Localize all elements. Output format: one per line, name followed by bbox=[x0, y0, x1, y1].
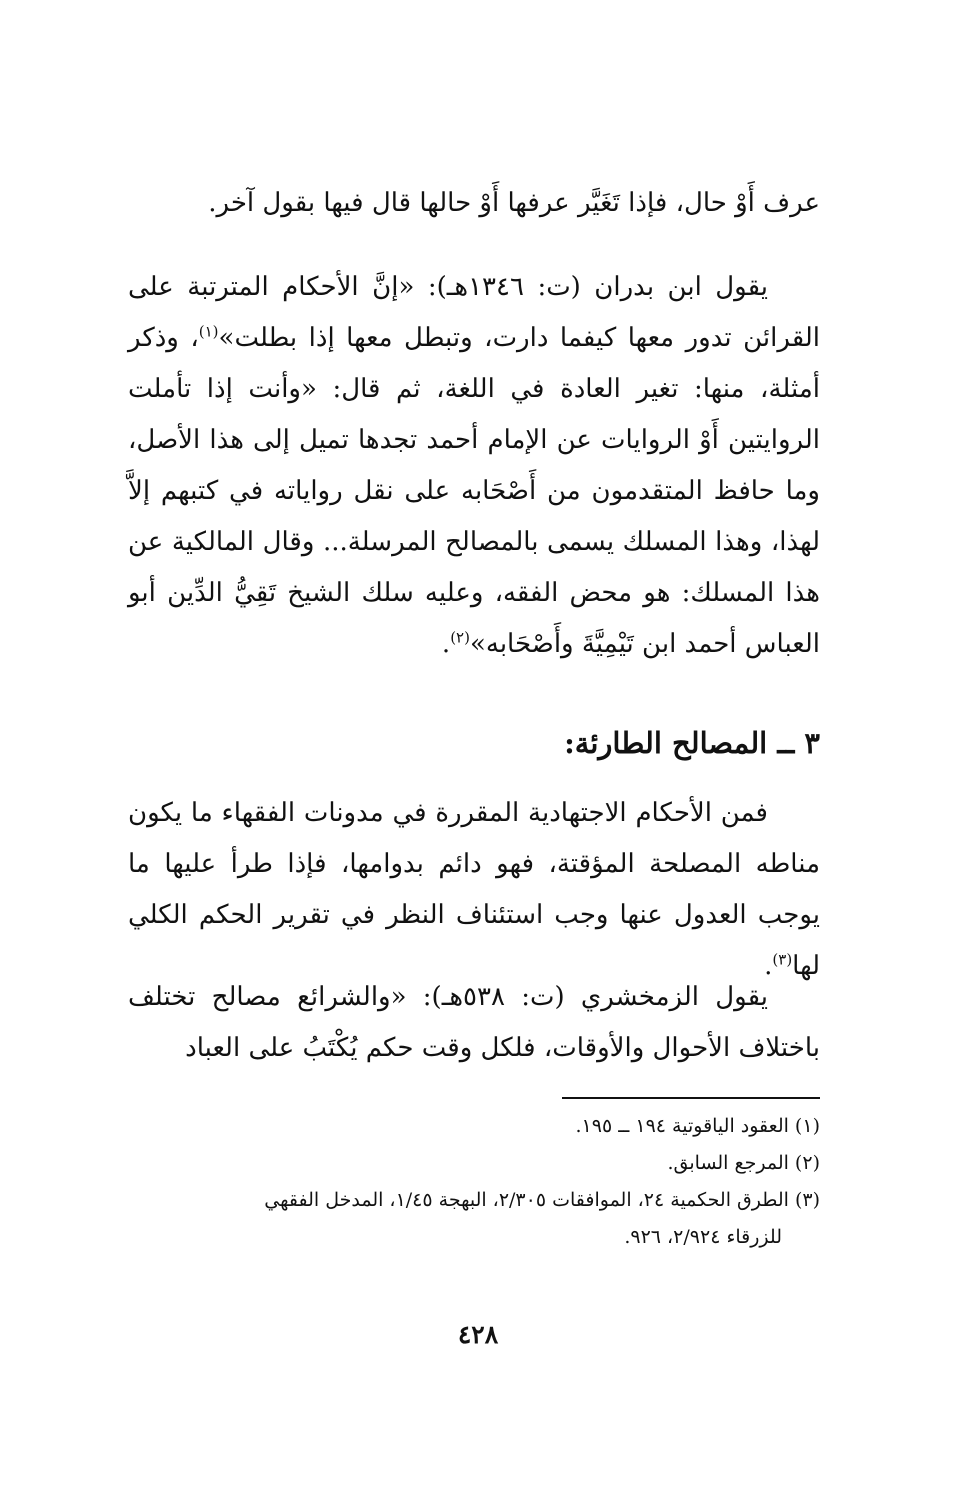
paragraph-top bbox=[128, 178, 820, 229]
footnote-ref-3[interactable]: (٣) bbox=[772, 950, 793, 969]
paragraph-top-text: عرف أَوْ حال، فإذا تَغَيَّر عرفها أَوْ حالها قال فيها بقول آخر. bbox=[208, 188, 820, 218]
footnote-1: (١) العقود الياقوتية ١٩٤ ــ ١٩٥. bbox=[575, 1115, 820, 1137]
page-number: ٤٢٨ bbox=[457, 1320, 499, 1349]
paragraph-fiqh-end: . bbox=[764, 951, 773, 981]
footnote-divider bbox=[562, 1097, 820, 1099]
paragraph-fiqh bbox=[128, 788, 820, 992]
footnote-ref-2[interactable]: (٢) bbox=[450, 628, 470, 647]
paragraph-zamakhshari bbox=[128, 972, 820, 1074]
footnotes bbox=[128, 1108, 820, 1256]
footnote-3: (٣) الطرق الحكمية ٢٤، الموافقات ٢/٣٠٥، البهجة ١/٤٥، المدخل الفقهي bbox=[264, 1189, 820, 1211]
paragraph-fiqh-text: فمن الأحكام الاجتهادية المقررة في مدونات الفقهاء ما يكون مناطه المصلحة المؤقتة، فهو دائم بدوامها، فإذا طرأ عليها ما يوجب العدول عنها وجب استئناف النظر في تقرير الحكم الكلي لها bbox=[128, 798, 820, 981]
paragraph-badran-text: يقول ابن بدران (ت: ١٣٤٦هـ): «إنَّ الأحكام المترتبة على القرائن تدور معها كيفما دارت، وتبطل معها إذا بطلت» bbox=[128, 272, 820, 353]
paragraph-badran-end: . bbox=[441, 629, 451, 659]
footnote-2: (٢) المرجع السابق. bbox=[667, 1152, 820, 1174]
footnote-3-continuation: للزرقاء ٢/٩٢٤، ٩٢٦. bbox=[624, 1226, 782, 1248]
paragraph-badran-text-2: ، وذكر أمثلة، منها: تغير العادة في اللغة، ثم قال: «وأنت إذا تأملت الروايتين أَوْ الروايات عن الإمام أحمد تجدها تميل إلى هذا الأصل، وما حافظ المتقدمون من أَصْحَابه على نقل رواياته في كتبهم إلاَّ لهذا، وهذا المسلك يسمى بالمصالح المرسلة... وقال المالكية عن هذا المسلك: هو محض الفقه، وعليه سلك الشيخ تَقِيُّ الدِّين أبو العباس أحمد ابن تَيْمِيَّةَ وأَصْحَابه» bbox=[128, 323, 820, 659]
section-heading: ٣ ــ المصالح الطارئة: bbox=[564, 726, 820, 760]
footnote-ref-1[interactable]: (١) bbox=[198, 322, 219, 341]
paragraph-badran bbox=[128, 262, 820, 670]
paragraph-zamakhshari-text: يقول الزمخشري (ت: ٥٣٨هـ): «والشرائع مصالح تختلف باختلاف الأحوال والأوقات، فلكل وقت حكم يُكْتَبُ على العباد bbox=[128, 982, 820, 1063]
